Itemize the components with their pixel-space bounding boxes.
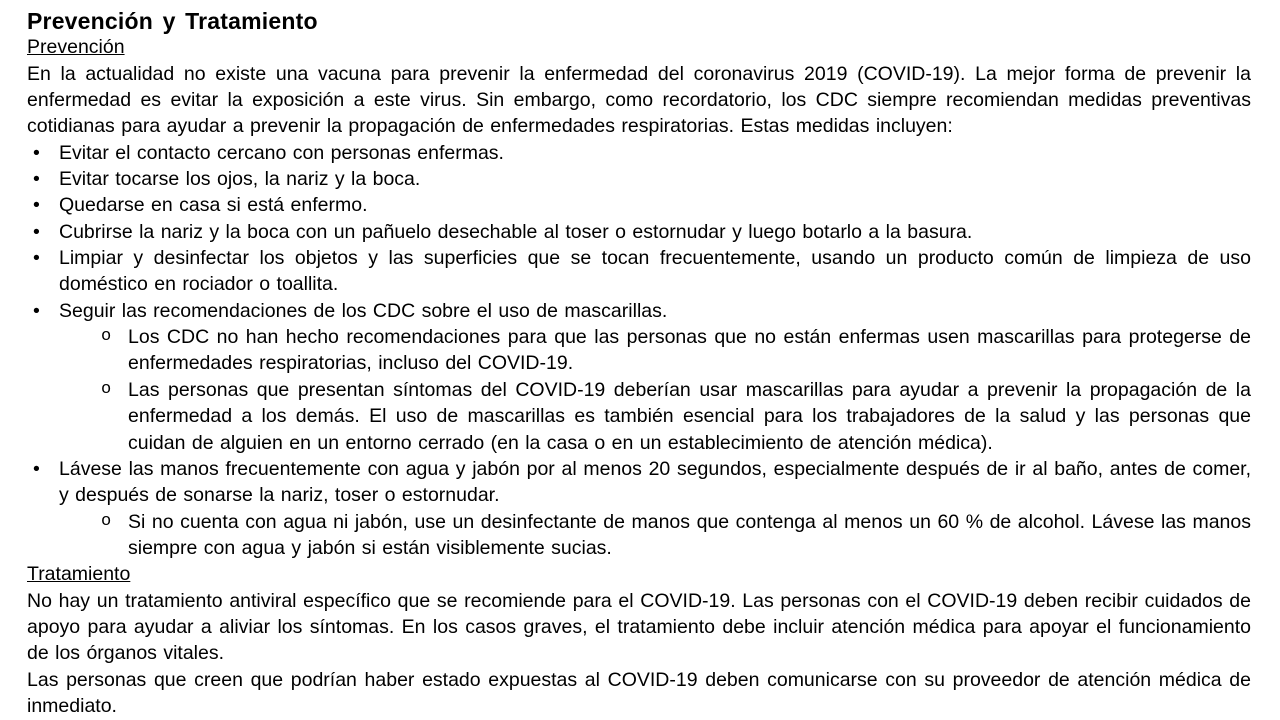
circle-bullet-icon: o (101, 327, 112, 347)
treatment-paragraph: No hay un tratamiento antiviral específico que se recomiende para el COVID-19. Las personas con el COVID-19 deben recibir cuidados de apoyo para ayudar a aliviar los síntomas. En los casos graves, el tratamiento debe incluir atención médica para apoyar el funcionamiento de los órganos vitales. (27, 589, 1251, 665)
sub-list-item-text: Los CDC no han hecho recomendaciones para que las personas que no están enfermas usen mascarillas para protegerse de enfermedades respiratorias, incluso del COVID-19. (128, 326, 1251, 375)
list-item-text: Lávese las manos frecuentemente con agua y jabón por al menos 20 segundos, especialmente después de ir al baño, antes de comer, y después de sonarse la nariz, toser o estornudar. (59, 457, 1251, 507)
list-item (27, 166, 1251, 192)
list-item-text: Limpiar y desinfectar los objetos y las superficies que se tocan frecuentemente, usando un producto común de limpieza de uso doméstico en rociador o toallita. (59, 247, 1251, 296)
circle-bullet-icon: o (101, 379, 112, 399)
sub-list-item-text: Si no cuenta con agua ni jabón, use un desinfectante de manos que contenga al menos un 60 % de alcohol. Lávese las manos siempre con agua y jabón si están visiblemente sucias. (128, 510, 1251, 559)
sub-list-item (27, 377, 1251, 456)
exposure-paragraph: Las personas que creen que podrían haber estado expuestas al COVID-19 deben comunicarse con su proveedor de atención médica de inmediato. (27, 668, 1251, 717)
bullet-list (27, 140, 1251, 562)
document-title: Prevención y Tratamiento (27, 8, 318, 34)
section-heading-tratamiento: Tratamiento (27, 563, 131, 586)
bullet-icon: • (33, 457, 40, 480)
list-item-text: Cubrirse la nariz y la boca con un pañuelo desechable al toser o estornudar y luego botarlo a la basura. (59, 220, 973, 243)
list-item (27, 245, 1251, 298)
bullet-icon: • (33, 220, 40, 243)
sub-list-item (27, 324, 1251, 377)
bullet-icon: • (33, 299, 40, 322)
list-item (27, 192, 1251, 218)
bullet-icon: • (33, 194, 40, 217)
list-item (27, 456, 1251, 509)
bullet-icon: • (33, 247, 40, 270)
list-item (27, 298, 1251, 324)
bullet-icon: • (33, 168, 40, 191)
list-item-text: Quedarse en casa si está enfermo. (59, 194, 368, 217)
circle-bullet-icon: o (101, 511, 112, 531)
list-item-text: Seguir las recomendaciones de los CDC sobre el uso de mascarillas. (59, 299, 668, 322)
list-item (27, 140, 1251, 166)
list-item-text: Evitar el contacto cercano con personas enfermas. (59, 141, 504, 164)
list-item-text: Evitar tocarse los ojos, la nariz y la boca. (59, 168, 421, 191)
sub-list-item (27, 509, 1251, 562)
list-item (27, 219, 1251, 245)
sub-list-item-text: Las personas que presentan síntomas del COVID-19 deberían usar mascarillas para ayudar a prevenir la propagación de la enfermedad a los demás. El uso de mascarillas es también esencial para los trabajadores de la salud y las personas que cuidan de alguien en un entorno cerrado (en la casa o en un establecimiento de atención médica). (128, 378, 1251, 454)
intro-paragraph: En la actualidad no existe una vacuna para prevenir la enfermedad del coronavirus 2019 (COVID-19). La mejor forma de prevenir la enfermedad es evitar la exposición a este virus. Sin embargo, como recordatorio, los CDC siempre recomiendan medidas preventivas cotidianas para ayudar a prevenir la propagación de enfermedades respiratorias. Estas medidas incluyen: (27, 62, 1251, 138)
section-heading-prevencion: Prevención (27, 36, 125, 59)
bullet-icon: • (33, 141, 40, 164)
